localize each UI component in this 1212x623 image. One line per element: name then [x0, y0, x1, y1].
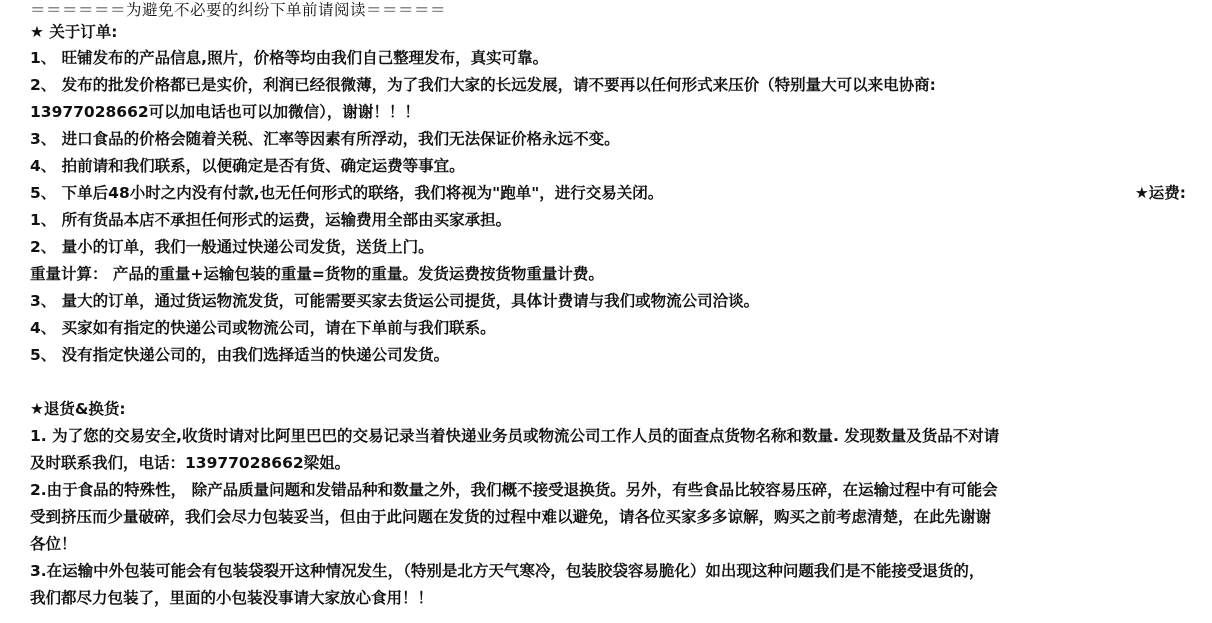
shipping-item-1: 1、 所有货品本店不承担任何形式的运费，运输费用全部由买家承担。 — [30, 211, 512, 229]
notice-document — [30, 0, 1210, 612]
orders-heading: ★ 关于订单: — [30, 23, 118, 41]
returns-line-2: 及时联系我们，电话：13977028662梁姐。 — [30, 454, 351, 472]
returns-line-1: 1. 为了您的交易安全,收货时请对比阿里巴巴的交易记录当着快递业务员或物流公司工作人员的面查点货物名称和数量. 发现数量及货品不对请 — [30, 427, 1000, 445]
returns-line-3: 2.由于食品的特殊性， 除产品质量问题和发错品种和数量之外，我们概不接受退换货。另外，有些食品比较容易压碎，在运输过程中有可能会 — [30, 481, 998, 499]
orders-item-4: 4、 拍前请和我们联系，以便确定是否有货、确定运费等事宜。 — [30, 157, 465, 175]
orders-item-5: 5、 下单后48小时之内没有付款,也无任何形式的联络，我们将视为"跑单"，进行交易关闭。 — [30, 184, 664, 202]
orders-item-5-row — [30, 180, 1210, 207]
returns-line-5: 各位！ — [30, 535, 77, 553]
shipping-heading: ★运费: — [1134, 184, 1186, 202]
orders-item-2: 2、 发布的批发价格都已是实价，利润已经很微薄，为了我们大家的长远发展，请不要再以任何形式来压价（特别量大可以来电协商: — [30, 76, 936, 94]
orders-item-2-cont: 13977028662可以加电话也可以加微信），谢谢！！！ — [30, 103, 420, 121]
notice-header: ＝＝＝＝＝＝为避免不必要的纠纷下单前请阅读＝＝＝＝＝ — [30, 1, 447, 19]
orders-item-3: 3、 进口食品的价格会随着关税、汇率等因素有所浮动，我们无法保证价格永远不变。 — [30, 130, 620, 148]
returns-line-4: 受到挤压而少量破碎，我们会尽力包装妥当，但由于此问题在发货的过程中难以避免，请各位买家多多谅解，购买之前考虑清楚，在此先谢谢 — [30, 508, 992, 526]
shipping-item-2: 2、 量小的订单，我们一般通过快递公司发货，送货上门。 — [30, 238, 434, 256]
returns-line-6: 3.在运输中外包装可能会有包装袋裂开这种情况发生，（特别是北方天气寒冷，包装胶袋容易脆化）如出现这种问题我们是不能接受退货的， — [30, 562, 985, 580]
shipping-item-3: 3、 量大的订单，通过货运物流发货，可能需要买家去货运公司提货，具体计费请与我们或物流公司洽谈。 — [30, 292, 760, 310]
section-spacer — [30, 369, 1210, 396]
shipping-item-5: 5、 没有指定快递公司的，由我们选择适当的快递公司发货。 — [30, 346, 450, 364]
orders-item-1: 1、 旺铺发布的产品信息,照片，价格等均由我们自己整理发布，真实可靠。 — [30, 49, 549, 67]
returns-line-7: 我们都尽力包装了，里面的小包装没事请大家放心食用！！ — [30, 589, 434, 607]
returns-heading: ★退货&换货: — [30, 400, 126, 418]
shipping-weight-calc: 重量计算： 产品的重量+运输包装的重量=货物的重量。发货运费按货物重量计费。 — [30, 265, 604, 283]
shipping-item-4: 4、 买家如有指定的快递公司或物流公司，请在下单前与我们联系。 — [30, 319, 496, 337]
